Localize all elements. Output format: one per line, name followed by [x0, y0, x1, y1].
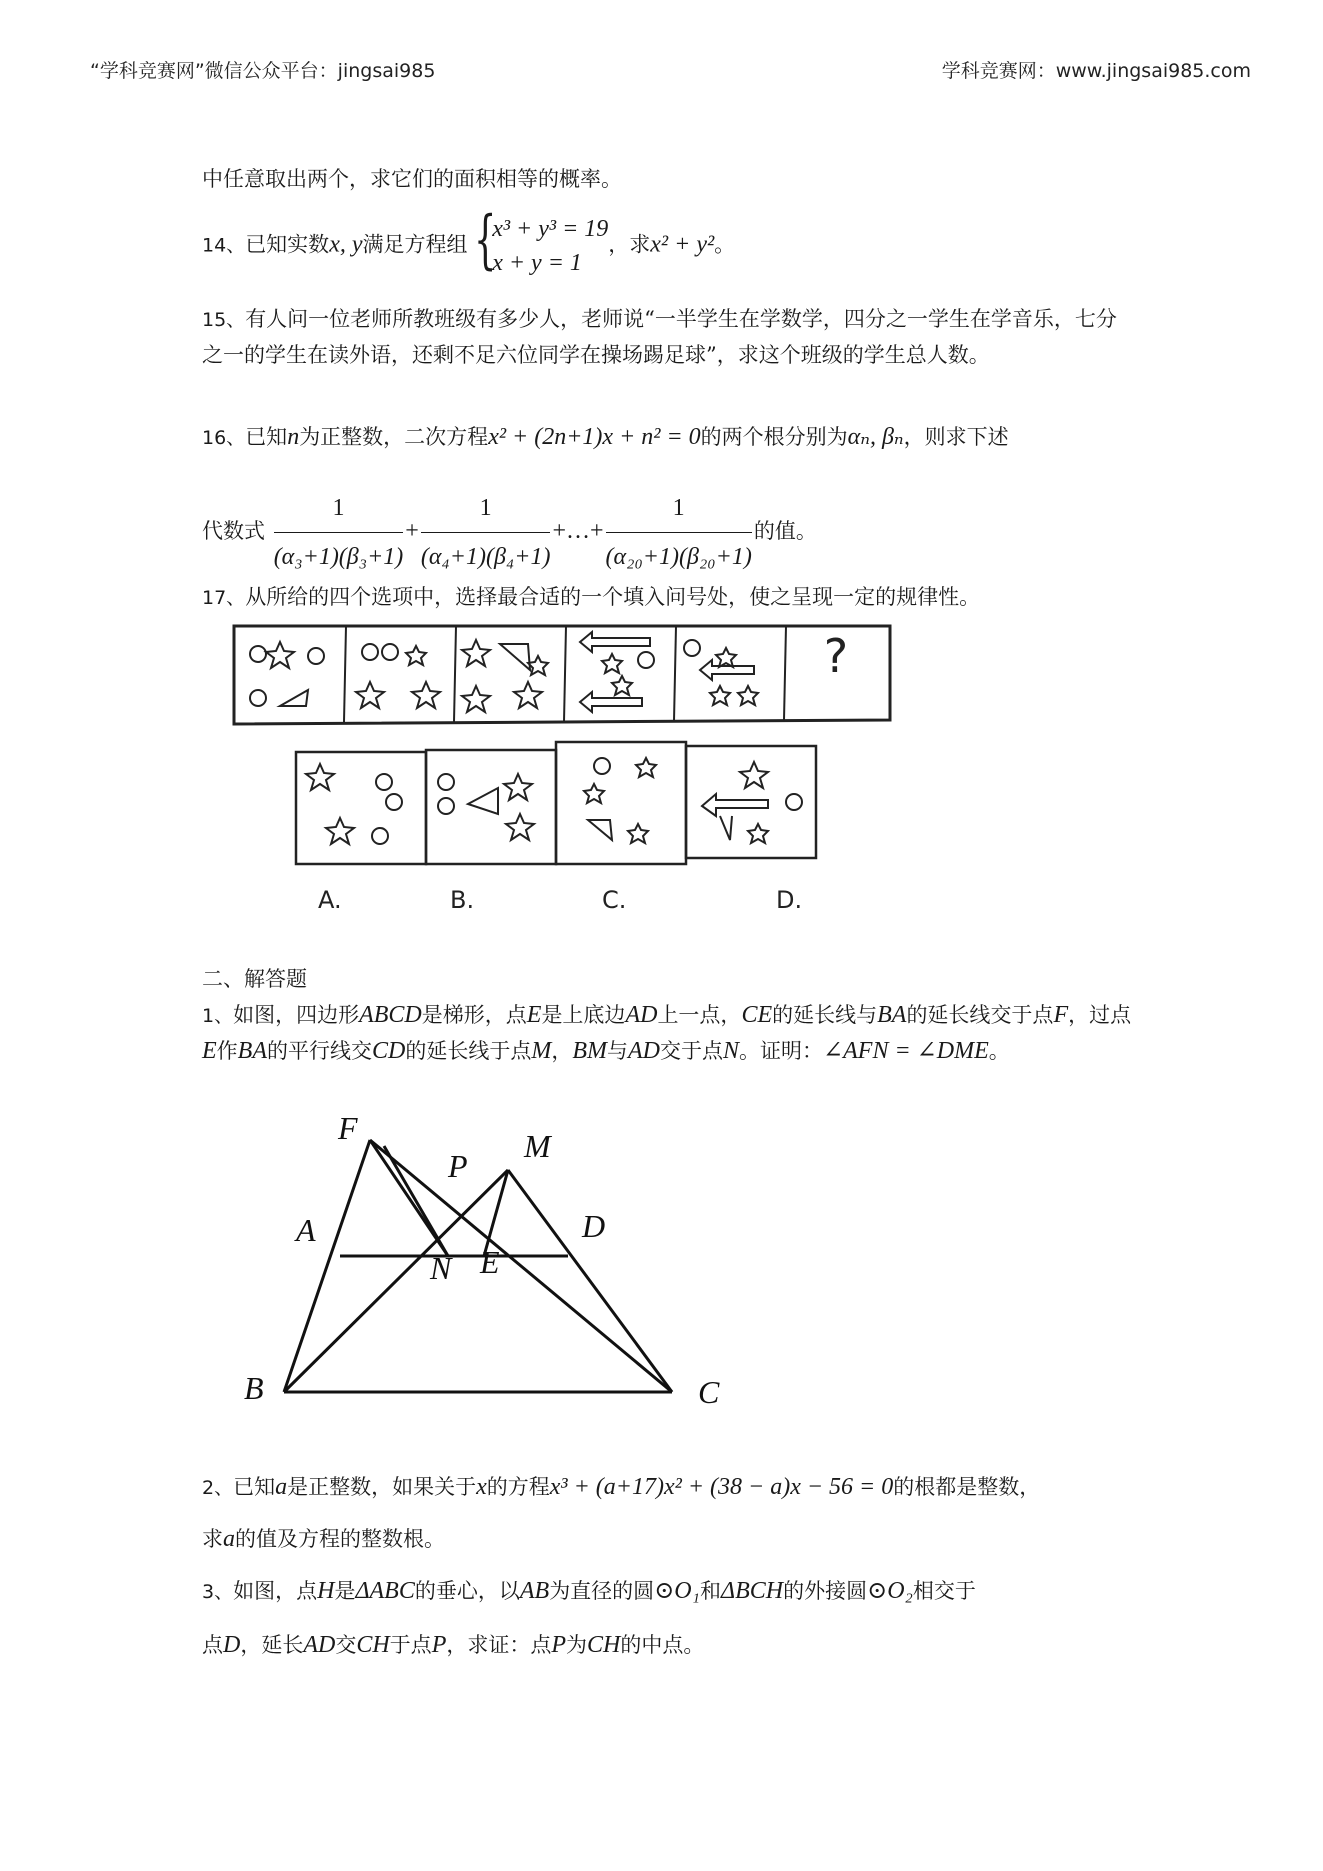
p3-text: 是: [334, 1579, 356, 1603]
p1-var: ABCD: [359, 1002, 422, 1028]
label-N: N: [430, 1250, 452, 1286]
p2-text: 已知: [233, 1475, 276, 1499]
p3-text: 点: [202, 1633, 223, 1657]
label-E: E: [480, 1244, 500, 1280]
p1-number: 1、: [202, 1005, 234, 1027]
q16-text: 已知: [245, 425, 288, 449]
q16-line2: [202, 488, 1132, 577]
p3-number: 3、: [202, 1581, 234, 1603]
p1-var: BA: [237, 1038, 267, 1064]
q17-options-figure: [292, 740, 832, 870]
label-A: A: [296, 1212, 316, 1248]
brace-icon: {: [474, 203, 497, 277]
p1-text: 交于点: [990, 1003, 1054, 1027]
p3-var: AB: [519, 1578, 550, 1604]
p3-var: CH: [587, 1632, 621, 1658]
q16-n: n: [287, 424, 300, 450]
plus: +: [405, 518, 419, 544]
p2-var: a: [223, 1526, 235, 1552]
p3-var: D: [223, 1632, 241, 1658]
q16-fraction-2: [421, 488, 551, 577]
denominator: (α₄+1)(β₄+1): [420, 544, 551, 570]
q14-text: 。: [714, 232, 736, 257]
p1-var: AD: [625, 1002, 658, 1028]
p1-text: 如图，四边形: [233, 1003, 360, 1027]
q17-sequence-figure: [230, 620, 900, 730]
p1-text: 的平行线交: [267, 1039, 372, 1063]
option-c-label: C.: [602, 886, 627, 914]
p1-text: 是上底边: [541, 1003, 626, 1027]
q16-fraction-1: [274, 488, 404, 577]
p1-var: BA: [877, 1002, 907, 1028]
q14-eq1: x³ + y³ = 19: [492, 216, 609, 242]
p3-var: ΔBCH: [720, 1578, 784, 1604]
p3-text: 交: [335, 1633, 357, 1657]
p1-text: 是梯形，点: [421, 1003, 527, 1027]
p3-var: AD: [303, 1632, 336, 1658]
numerator: 1: [421, 488, 551, 533]
p1-text: 作: [216, 1039, 238, 1063]
q17: [202, 580, 1132, 616]
p3-var: CH: [356, 1632, 390, 1658]
p3-text: ，延长: [240, 1633, 304, 1657]
label-D: D: [582, 1208, 606, 1244]
p1-var: N: [723, 1038, 740, 1064]
p1-var: AD: [628, 1038, 660, 1064]
q14-text: 满足方程组: [362, 232, 468, 257]
p3-line1: [202, 1574, 1132, 1610]
p3-var: H: [317, 1578, 335, 1604]
p3-text: ，求证：点: [446, 1633, 552, 1657]
p1-text: ，过点: [1068, 1003, 1132, 1027]
label-F: F: [338, 1110, 358, 1146]
p2-text: 的方程: [486, 1475, 550, 1499]
p3-var: ⊙O₁: [654, 1578, 700, 1604]
p3-text: 和: [699, 1579, 721, 1603]
p2-var: a: [275, 1474, 288, 1500]
q14-text: ，求: [608, 232, 651, 257]
p3-text: 如图，点: [233, 1579, 318, 1603]
p2-line2: [202, 1522, 1132, 1557]
label-C: C: [698, 1374, 720, 1410]
p3-var: ΔABC: [355, 1578, 415, 1604]
q15: [202, 302, 1132, 373]
denominator: (α₂₀+1)(β₂₀+1): [605, 544, 752, 570]
section-2-title: 二、解答题: [202, 967, 307, 991]
numerator: 1: [274, 488, 404, 533]
label-B: B: [244, 1370, 264, 1406]
header-left: “学科竞赛网”微信公众平台：jingsai985: [90, 60, 436, 82]
q16-fraction-3: [606, 488, 752, 577]
q16-roots: αₙ, βₙ: [847, 424, 904, 450]
p3-text: 的垂心，以: [414, 1579, 520, 1603]
q14-target: x² + y²: [650, 231, 715, 258]
p1-text: 与: [607, 1039, 628, 1063]
q16-text: 的两个根分别为: [700, 425, 848, 449]
q14-eq2: x + y = 1: [492, 250, 582, 276]
p3-text: 为直径的圆: [549, 1579, 655, 1603]
p2-text: 求: [202, 1527, 223, 1551]
p3-line2: [202, 1628, 1132, 1663]
q14: [202, 203, 1132, 280]
q16-text: 为正整数，二次方程: [299, 425, 489, 449]
p1-text: ，: [551, 1039, 573, 1063]
p3-text: 的中点。: [620, 1633, 705, 1657]
p1-text: 上一点，: [657, 1003, 742, 1027]
q16-number: 16、: [202, 427, 246, 449]
p2-number: 2、: [202, 1477, 234, 1499]
p1-claim: ∠AFN = ∠DME: [823, 1038, 989, 1064]
q15-text: 有人问一位老师所教班级有多少人，老师说“一半学生在学数学，四分之一学生在学音乐，七分之一的学生在读外语，还剩不足六位同学在操场踢足球”，求这个班级的学生总人数。: [202, 307, 1117, 367]
p2-text: 的值及方程的整数根。: [235, 1527, 445, 1551]
p3-var: ⊙O₂: [867, 1578, 913, 1604]
option-a-label: A.: [318, 886, 342, 914]
p3-var: P: [431, 1632, 447, 1658]
p1-var: E: [526, 1002, 542, 1028]
p2-line1: [202, 1470, 1132, 1506]
label-M: M: [524, 1128, 551, 1164]
p1-var: F: [1053, 1002, 1069, 1028]
q16-text: 的值。: [753, 519, 817, 543]
label-P: P: [448, 1148, 468, 1184]
p3-text: 为: [566, 1633, 588, 1657]
q15-number: 15、: [202, 309, 246, 331]
p3-text: 于点: [389, 1633, 432, 1657]
p2-text: 是正整数，如果关于: [287, 1475, 477, 1499]
option-d-label: D.: [776, 886, 803, 914]
p1-text: 的延长线: [906, 1003, 991, 1027]
p3-var: P: [551, 1632, 567, 1658]
denominator: (α₃+1)(β₃+1): [273, 544, 404, 570]
p1-var: M: [531, 1038, 552, 1064]
p1-var: E: [202, 1038, 217, 1064]
q16-text: ，则求下述: [903, 425, 1009, 449]
q14-number: 14、: [202, 234, 246, 257]
q14-text: 已知实数: [245, 232, 330, 257]
p1-var: CD: [372, 1038, 406, 1064]
option-b-label: B.: [450, 886, 475, 914]
p3-text: 的外接圆: [783, 1579, 868, 1603]
p1-text: 的延长线于点: [405, 1039, 532, 1063]
p1-text: 的延长线与: [772, 1003, 878, 1027]
p3-text: 相交于: [912, 1579, 976, 1603]
q13-tail: 中任意取出两个，求它们的面积相等的概率。: [202, 167, 622, 191]
q16-equation: x² + (2n+1)x + n² = 0: [488, 424, 701, 450]
q16-line1: [202, 420, 1132, 456]
q14-vars: x, y: [329, 231, 363, 258]
q14-system: [474, 203, 609, 280]
header-right: 学科竞赛网：www.jingsai985.com: [941, 60, 1251, 82]
p2-text: 的根都是整数，: [893, 1475, 1041, 1499]
p1-var: CE: [741, 1002, 773, 1028]
p2-equation: x³ + (a+17)x² + (38 − a)x − 56 = 0: [549, 1474, 894, 1500]
plus-ellipsis: +…+: [552, 518, 604, 544]
p2-var: x: [476, 1474, 487, 1500]
q16-text: 代数式: [202, 519, 265, 543]
p1-text: 。证明：: [739, 1039, 824, 1063]
q17-number: 17、: [202, 587, 246, 609]
question-mark: ?: [823, 629, 849, 683]
p1-text: 。: [988, 1039, 1010, 1063]
p1-text: 交于点: [660, 1039, 723, 1063]
q17-text: 从所给的四个选项中，选择最合适的一个填入问号处，使之呈现一定的规律性。: [245, 585, 981, 609]
numerator: 1: [606, 488, 752, 533]
p1: [202, 998, 1132, 1069]
p1-var: BM: [572, 1038, 607, 1064]
